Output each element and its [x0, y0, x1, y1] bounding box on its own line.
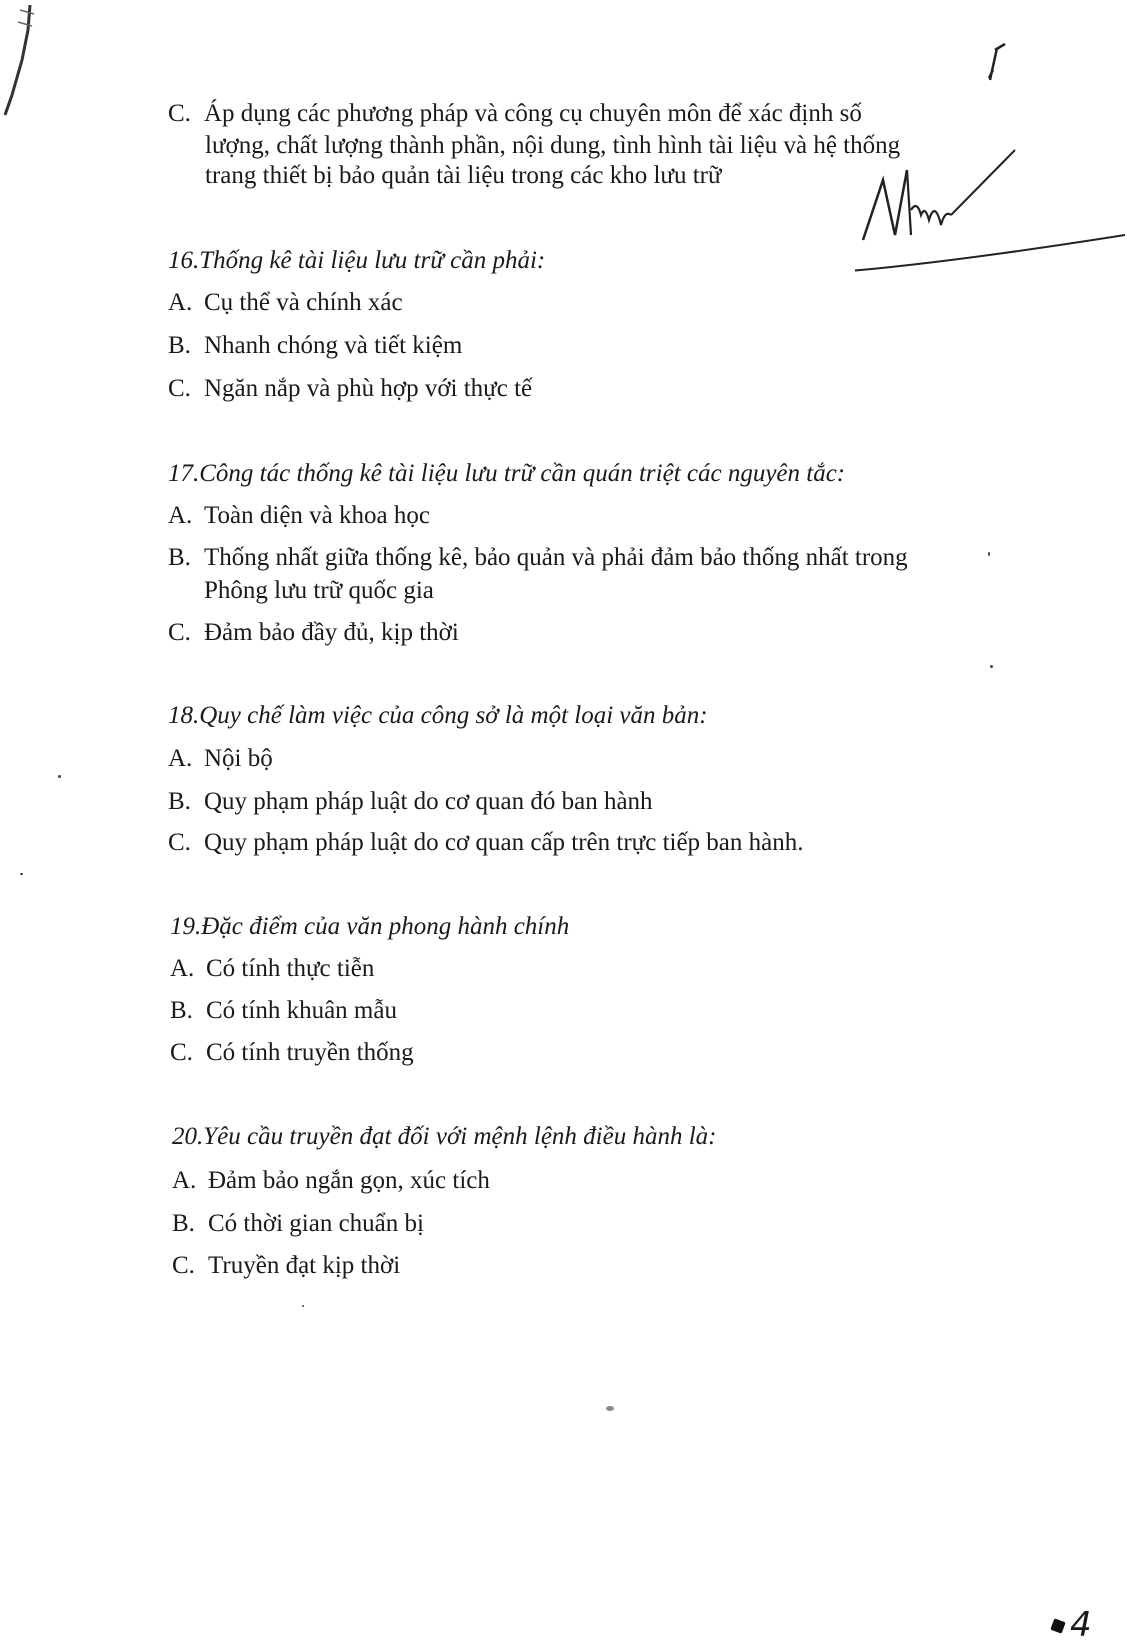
question-17-option-a — [168, 500, 430, 532]
option-text: Có tính khuân mẫu — [206, 997, 397, 1024]
question-18-option-c — [168, 827, 804, 859]
question-19-option-c — [170, 1037, 414, 1069]
option-letter: C. — [168, 829, 191, 856]
option-text-line: Phông lưu trữ quốc gia — [204, 577, 434, 604]
scan-edge-mark — [0, 0, 40, 120]
question-16-option-a — [168, 287, 403, 319]
option-letter: A. — [170, 955, 195, 982]
option-text-line: lượng, chất lượng thành phần, nội dung, tình hình tài liệu và hệ thống — [205, 132, 901, 159]
handwritten-signature — [855, 40, 1125, 300]
option-text: Có tính truyền thống — [206, 1039, 414, 1066]
scan-speck — [58, 775, 61, 778]
option-text: Truyền đạt kịp thời — [208, 1252, 401, 1279]
question-20-option-b — [172, 1208, 424, 1240]
question-17-option-b — [168, 542, 908, 574]
option-letter: B. — [168, 544, 191, 571]
page-number: 4 — [1070, 1605, 1092, 1645]
option-text: Cụ thể và chính xác — [204, 289, 403, 316]
question-20-title: 20.Yêu cầu truyền đạt đối với mệnh lệnh điều hành là: — [172, 1123, 717, 1150]
option-letter: A. — [172, 1167, 197, 1194]
option-letter: B. — [168, 332, 191, 359]
option-letter: B. — [168, 788, 191, 815]
question-20-option-c — [172, 1250, 400, 1282]
option-text: Có tính thực tiễn — [206, 955, 375, 982]
option-text-line: trang thiết bị bảo quản tài liệu trong các kho lưu trữ — [205, 162, 722, 189]
option-letter: C. — [168, 375, 191, 402]
option-letter: A. — [168, 745, 193, 772]
option-text: Thống nhất giữa thống kê, bảo quản và phải đảm bảo thống nhất trong — [204, 544, 908, 571]
option-letter: A. — [168, 502, 193, 529]
question-18-option-b — [168, 786, 653, 818]
scan-speck — [990, 665, 993, 668]
question-16-option-c — [168, 373, 532, 405]
option-text: Toàn diện và khoa học — [204, 502, 430, 529]
question-16-option-b — [168, 330, 462, 362]
option-text: Nhanh chóng và tiết kiệm — [204, 332, 463, 359]
option-text: Đảm bảo ngắn gọn, xúc tích — [208, 1167, 490, 1194]
question-19-option-a — [170, 953, 374, 985]
option-letter: C. — [170, 1039, 193, 1066]
option-text: Quy phạm pháp luật do cơ quan đó ban hành — [204, 788, 653, 815]
page-number-marker — [1050, 1618, 1065, 1633]
question-16-title: 16.Thống kê tài liệu lưu trữ cần phải: — [168, 247, 546, 274]
question-18-option-a — [168, 743, 273, 775]
question-19-option-b — [170, 995, 397, 1027]
option-letter: B. — [170, 997, 193, 1024]
scan-speck — [302, 1305, 304, 1307]
question-20-option-a — [172, 1165, 490, 1197]
question-18-title: 18.Quy chế làm việc của công sở là một loại văn bản: — [168, 702, 708, 729]
option-letter: C. — [168, 100, 191, 127]
option-c-intro — [168, 98, 862, 130]
option-letter: C. — [168, 619, 191, 646]
option-text: Có thời gian chuẩn bị — [208, 1210, 424, 1237]
option-text: Ngăn nắp và phù hợp với thực tế — [204, 375, 533, 402]
question-19-title: 19.Đặc điểm của văn phong hành chính — [170, 913, 570, 940]
question-17-option-c — [168, 617, 459, 649]
option-letter: C. — [172, 1252, 195, 1279]
scan-speck — [988, 552, 990, 556]
option-text: Đảm bảo đầy đủ, kịp thời — [204, 619, 459, 646]
question-17-title: 17.Công tác thống kê tài liệu lưu trữ cần quán triệt các nguyên tắc: — [168, 460, 846, 487]
option-text: Áp dụng các phương pháp và công cụ chuyên môn để xác định số — [204, 100, 862, 127]
option-letter: B. — [172, 1210, 195, 1237]
scan-speck — [20, 873, 23, 875]
option-letter: A. — [168, 289, 193, 316]
option-text: Quy phạm pháp luật do cơ quan cấp trên trực tiếp ban hành. — [204, 829, 804, 856]
option-text: Nội bộ — [204, 745, 273, 772]
scan-speck — [606, 1406, 614, 1411]
